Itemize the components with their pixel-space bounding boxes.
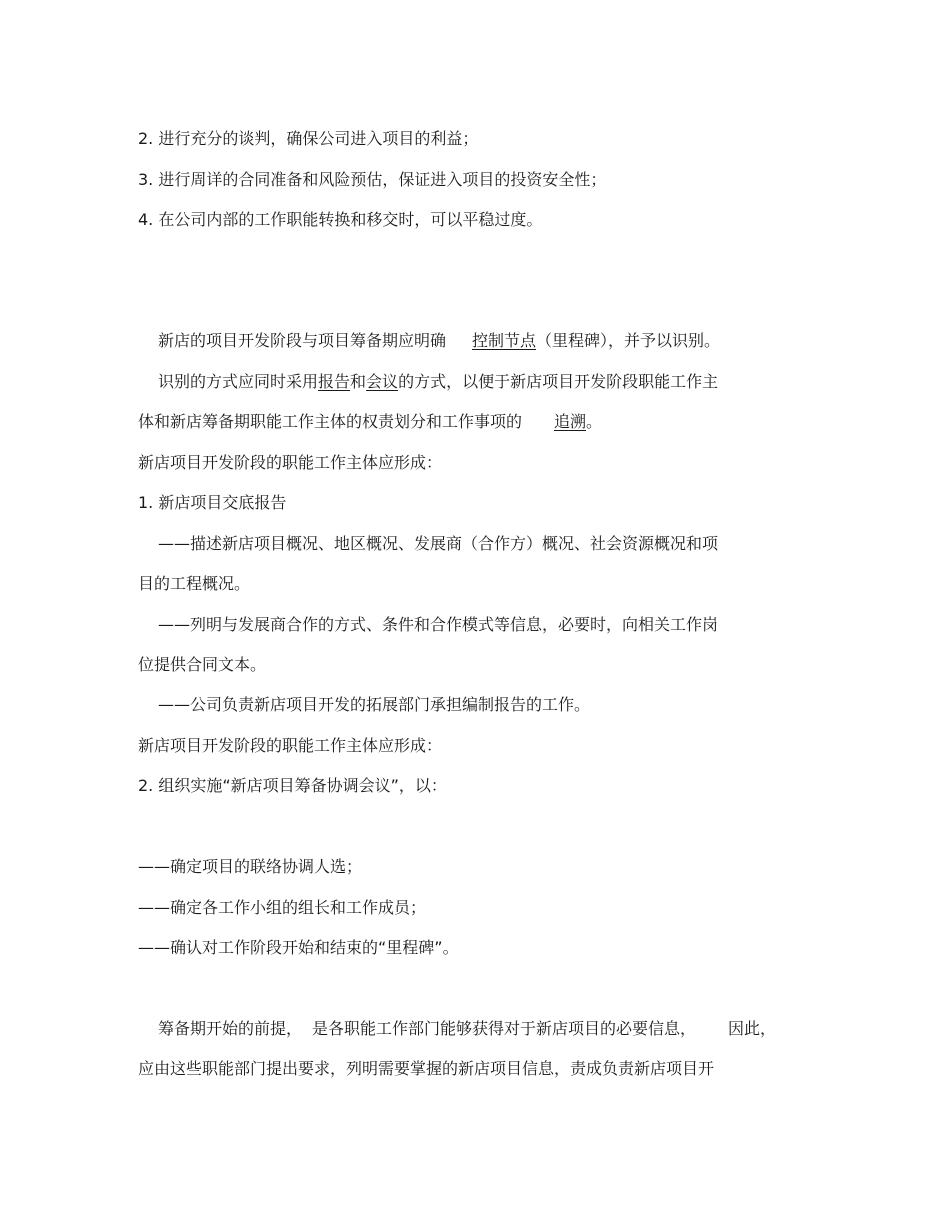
list-item-3: 3. 进行周详的合同准备和风险预估，保证进入项目的投资安全性；: [138, 170, 607, 189]
dash-item: ——确定项目的联络协调人选；: [138, 857, 363, 876]
text-segment: 筹备期开始的前提，: [158, 1019, 303, 1038]
underlined-term-meeting: 会议: [366, 372, 399, 391]
text-segment: （里程碑），并予以识别。: [536, 331, 721, 350]
dash-item: ——描述新店项目概况、地区概况、发展商（合作方）概况、社会资源概况和项: [158, 534, 719, 553]
text-segment: 因此，: [728, 1019, 777, 1038]
section-heading: 新店项目开发阶段的职能工作主体应形成：: [138, 453, 443, 472]
underlined-term-trace: 追溯: [554, 412, 587, 431]
paragraph-preparation-cont: 应由这些职能部门提出要求，列明需要掌握的新店项目信息，责成负责新店项目开: [138, 1059, 715, 1078]
dash-item: ——列明与发展商合作的方式、条件和合作模式等信息，必要时，向相关工作岗: [158, 615, 719, 634]
text-segment: 的方式，以便于新店项目开发阶段职能工作主: [398, 372, 719, 391]
text-segment: 新店的项目开发阶段与项目筹备期应明确: [158, 331, 447, 350]
paragraph-control-nodes: [158, 331, 720, 351]
dash-item: ——确定各工作小组的组长和工作成员；: [138, 898, 427, 917]
paragraph-identification-cont: [138, 412, 602, 432]
underlined-term-control-node: 控制节点: [472, 331, 537, 350]
paragraph-preparation: [158, 1019, 776, 1039]
text-segment: 是各职能工作部门能够获得对于新店项目的必要信息，: [312, 1019, 697, 1038]
list-item-2-meeting: 2. 组织实施“新店项目筹备协调会议”，以：: [138, 776, 447, 795]
text-segment: 。: [586, 412, 603, 431]
dash-item-cont: 位提供合同文本。: [138, 655, 267, 674]
section-heading: 新店项目开发阶段的职能工作主体应形成：: [138, 736, 443, 755]
list-item-2: 2. 进行充分的谈判，确保公司进入项目的利益；: [138, 129, 479, 148]
dash-item-cont: 目的工程概况。: [138, 574, 251, 593]
underlined-term-report: 报告: [318, 372, 351, 391]
paragraph-identification: [158, 372, 718, 392]
dash-item: ——公司负责新店项目开发的拓展部门承担编制报告的工作。: [158, 695, 591, 714]
text-segment: 和: [350, 372, 367, 391]
text-segment: 识别的方式应同时采用: [158, 372, 319, 391]
list-item-4: 4. 在公司内部的工作职能转换和移交时，可以平稳过度。: [138, 210, 543, 229]
list-item-1: 1. 新店项目交底报告: [138, 493, 287, 512]
dash-item: ——确认对工作阶段开始和结束的“里程碑”。: [138, 938, 459, 957]
text-segment: 体和新店筹备期职能工作主体的权责划分和工作事项的: [138, 412, 523, 431]
